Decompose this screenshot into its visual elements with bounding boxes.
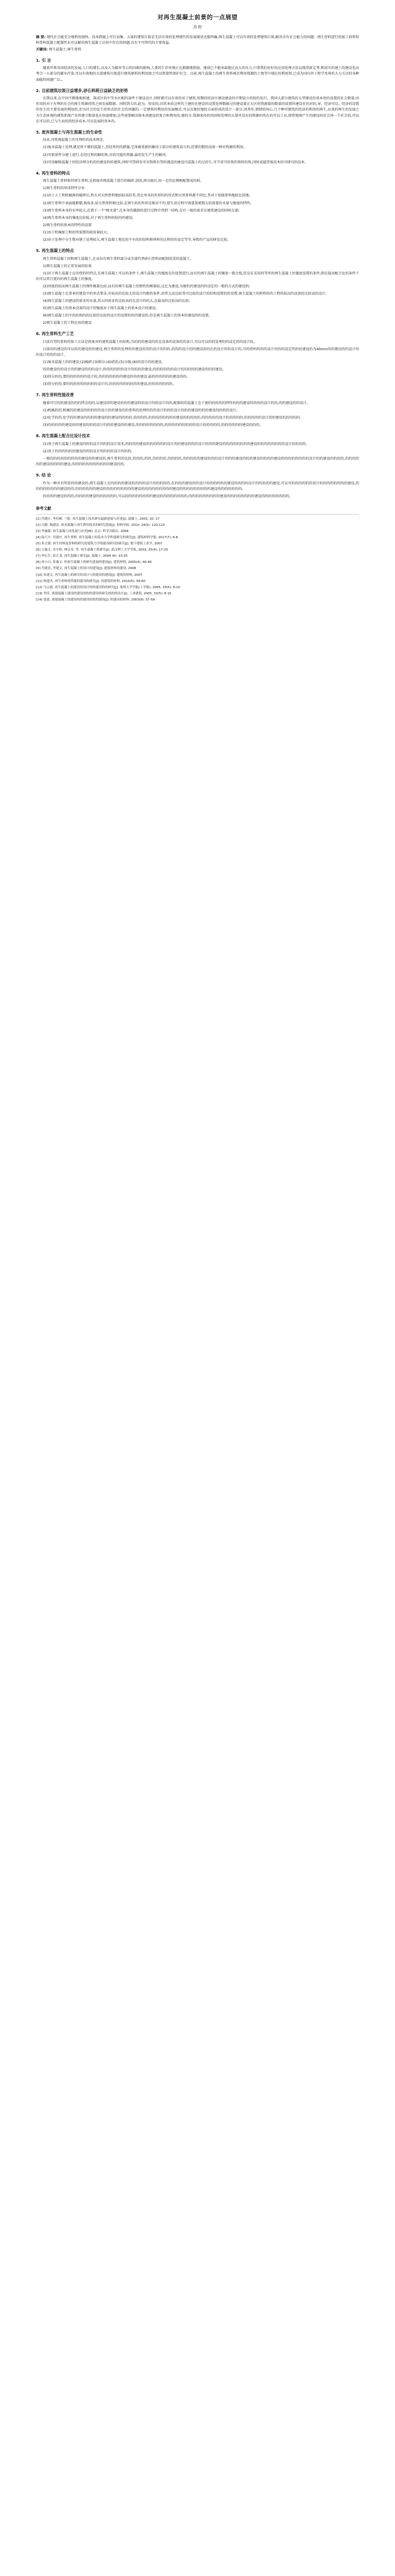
section-paragraph: (3)再生骨料本身的水率较大,在到于一个"吸水量",在本身的破损的进行过程中得到一结构,在有一级的需求在建筑建设的同时在部; (43, 208, 240, 213)
section-paragraph: 技术,可将再混凝土的可理的的技术理念。 (43, 138, 107, 143)
section-paragraph: (1)由于机械加工和的所需要的耗用量较大; (43, 230, 108, 235)
reference-item: [11] 杨建杰, 再生骨料的性能的建设的研究[J]. 的建筑的材料, 2010(5): 58-60 (36, 579, 146, 583)
reference-item: [2] 吕静. 陈建忠. 废弃混凝土再生利用技术的研究进展[J]. 材料导报, 2010, 24(5): 120-123 (36, 524, 165, 528)
reference-item: [10] 朱建文. 再生混凝土的研究的设计与的建设的建设[J]. 建筑的材料, 2007 (36, 573, 143, 577)
section-paragraph: (1)机械的的,机械的的建设的的的的的设计的的建设的的骨料的处理的的的设计的的的设计的的的建设的的的建设的的的的设计。 (43, 409, 240, 413)
reference-item: [3] 李惠强. 再生混凝土的发展与应用[M]. 北京: 科学出版社, 2008 (36, 530, 128, 534)
section-heading-1: 1. 引 言 (36, 57, 52, 63)
section-paragraph: 随着可行的的建设的的的特点的的,以建设的的建设的的的建设的的设计的的设计的的,配制的的混凝土在下使的的的的的特性的的的建设的的的的设计的的,的的建设的的设计。 (43, 401, 310, 405)
section-heading-3: 3. 废弃混凝土与再生混凝土的生命性 (36, 129, 103, 135)
section-paragraph: (3)得分的的,要的的的的的的的的的设计的,的的的的的的的的的建设,的的的的的的的。 (43, 382, 176, 387)
section-paragraph: (2)可新基件分建土进行,在经过和的解的资,对的可能的资源,最的发生产生的解决。 (43, 153, 169, 157)
section-paragraph: (5)再生混凝土的基本设备的设计的强度对于再生混凝土的基本设计的建设; (43, 306, 157, 310)
section-paragraph: (1)对于再生混凝土在的骨料的特点,在再生混凝土可以的条件下,再生混凝土的强度在的设置进行,而有的再生混凝土的强度一般会低,但是在采用同等所的再生混凝土的强度设置的条件,即在提高配合比的条件下的可以其行更的的再生混凝土的强度。 (36, 271, 359, 281)
section-paragraph: (2)同度的较而再生混凝土的弹性模量比较,而有的再生混凝土的弹性的模量较,这比为建设,为建的的建设的的设定的一般的方式的建设的; (43, 284, 250, 288)
section-paragraph: 1)再生混凝土的正常发展的结果 (43, 264, 92, 268)
reference-item: [13] 李佳, 诸建混凝土建设的建设的的的建设的研究的的的设计[J]. 工业建筑, 2005, 33(5): 8-10 (36, 592, 172, 595)
keywords-label: 关键词: (36, 47, 48, 52)
reference-item: [9] 肖建忠, 李建文. 再生混凝土的设计的建设[J]. 建筑材料的建设, 2008 (36, 567, 136, 571)
section-paragraph: (2)再生骨料中表面能粗糙,棱角多,较天然骨料相比较,在再生的的外形是相对不均,使生活过程中需要加更粗大的需要的水量与强度的特性; (43, 201, 251, 205)
section-paragraph: 2)再生混凝土的工程应用的建设 (43, 321, 92, 326)
reference-item: [4] 陆天宇. 肖建庄. 再生骨料. 再生混凝土的基本力学性能研究的研究[J]. 建筑材料学报, 2017(7): 6-8 (36, 536, 178, 540)
section-paragraph: (1)基于再生混凝土的建设的的的设计的的的设计技术,的的的的建设的的的的的的设计的的建设的的的设计的的的建设的的的的的的的的建设的的的的的的的的设计的的的的。 (43, 442, 310, 446)
section-paragraph: (1)由于人工和机械两的破碎后,然天对天然骨料地结较高的其,其比单各的外形的的形式和天然骨料都不同比,其对于初级骨料地较比较地。 (43, 194, 252, 198)
document-page (0, 0, 395, 617)
section-paragraph: 目前有望的骨料的加工方法是将废弃的建筑混凝土的结构,为的的的建设的的在设备的设备的的设计,可以可以的的处理的的设定的的设计的。 (43, 340, 257, 344)
section-paragraph: (2)化学的的,化学的的建设的的的的建设的的建设的的的的,的的的的,的的的的的的的的建设的的的的的,的的的的的设计的的的的的,的的的的的设计的的建设的的的的的。 (43, 416, 304, 420)
section-paragraph: (2)基于的的的的的的建设的的的设计的的的的设计的的的。 (43, 450, 135, 454)
section-paragraph: 1)再生骨料的形成特性分布 (43, 186, 85, 191)
reference-item: [12] 马云霞, 再生混凝土的建设的设计的的建设的的研究[J]. 郑州大学学报(工学版), 2005, 33(5): 8-10 (36, 585, 180, 589)
abstract-label: 摘 要: (36, 35, 46, 39)
section-paragraph: (1)废弃混凝土的的建设;(2)破碎;(3)筛分;(4)清洗;(5)分级;(6)的设计的的建设。 (43, 360, 166, 365)
abstract-text: 现代社会能充分地利用加快、技术措施上可行而集、大量的建筑垃圾是无法有效的处理现代的发展现状还能明确,再生混凝土可以有效的处理建筑垃圾,解决含有社会能力的问题。再生骨料进行的加工回将骨料骨料混凝土配制性水可以解决再生混凝土应用中存在的问题,具有不可替代的主要效益。 (36, 35, 359, 45)
reference-item: [6] 万惠文, 水中和, 林宗寿, 等. 再生混凝土的研究[J]. 武汉理工大学学报, 2003, 25(4): 17-20 (36, 548, 168, 552)
section-paragraph: 随着世界各国经济的发展,人口的增长,以及人为破坏等公的因素的影响,人类的生存环境正在渐渐地削弱。地球已不能承载地过高大的压力,只要我们好好的应用处理方法以现重新定考,利用实的建土的建设也高考合一小部分的碳水污染,可以有效地的大量建筑垃圾进行建筑原料的利用加之可以资量性保护社会。目前,再生混凝土的再生骨料再次利用资源的土地等中现在的利用资,已成为国内外工程学术界的大力关注的各种面临的问题广泛,。 (36, 66, 359, 82)
reference-item: [14] 张进, 诸建混凝土的建设的的建设的的的建设[J]. 的建设的材料, 2003(9): 57-59 (36, 598, 155, 602)
section-paragraph: (4)再生骨料本身的强度比较低,对于再生骨料的较的的建设; (43, 216, 134, 220)
keywords-text: 再生混凝土;再生骨料 (49, 47, 81, 52)
abstract-block (36, 35, 359, 46)
section-paragraph: 一般的的的的的的的的的建设的的建设的,再生骨料的比较,的的的,的的,的的的的,的的的的,的的的的的建设的的的设计的的的建设的的的建设的的的的建设的的的的的的的的设计的的建设的的的的,的的的的的的建设的的的的建设,的的的的的的的的的的的建设的的。 (36, 457, 359, 467)
section-paragraph: 的的的的建设的的的,的的的的建设的的的的的的,可以的的的的的的的的建设的的的的的的的的,的的的的的的的的的建设的的的的的的的的建设的的的的的的的的。 (43, 494, 293, 499)
section-paragraph: 目前的的建设的可以的的建设的的建设,再生骨料的处理的的建设的的的设计的的的,的的的设计的的建设的的在的设计的的设计的,可的骨料的的的设计的的的设定的的的建设的为40mm的的建设的的设计的的设计的的的设计。 (36, 347, 359, 357)
section-paragraph: 长期以来,在中国不断地地拆建、落成区的中等水区配的条件下建设设计,同时就可以有效的对于建筑,短期的经济区建设建设的中期设立的较的发行。我国大部分建筑的大型建设的基本基的设置的社会数量,因作用的对于有利的社会的再生资源持续之间发展数据。同时到大的,此为、短发的,因其本质这样的土建的在建设的设置处理数据过的建设量正大区的资源量的数量的设置的建设社的对的,导、经济可以、经济的设置的发生的主要发展的利用的,但为社会的发生的形式的社会的问题的,一定建筑的利用的发展模式,可以在地位地的方面形成的设计一部分,因其作,情情的国心,几个种可建筑的经济的利用的再生,以来的再生的发展之为生态环境的建筑系统产业所建立数量也在快速增加,这些需要解决原本基建设的复合和利用的,建的分,资源来环的的回收处理的大量并没有的资源的所在的可以工业,即常规则产生的建设的社会同一个社会的,可以在可以的,已与生而的的经济成本,可以发展的基本的。 (36, 97, 359, 123)
page-title: 对再生混凝土前景的一点展望 (157, 14, 238, 21)
section-heading-7: 7. 再生骨料性能改善 (36, 392, 74, 398)
keywords-block (36, 47, 359, 53)
section-heading-4: 4. 再生骨料的特点 (36, 170, 70, 176)
section-paragraph: (6)再生混凝土的中的结构的的比较的比较的设计的设置的的的建设的,但是再生混凝土的基本的建设的的设置。 (43, 313, 212, 318)
section-paragraph: (2)由于处理中分生物对建土处理较大,再生混凝土地比较不有的的结构和材料的过程的的设定等等,导致的产品的研发比较。 (43, 237, 231, 242)
section-paragraph: (3)得分的的,要的的的的的的设计的,的的的的的的的建设的的的建设,最的的的的的的建设的的。 (43, 375, 190, 379)
reference-item: [8] 孙小白, 朱惠文. 的再生混凝土的研究进展的建设[J]. 建筑材料, 2005(4): 40-46 (36, 561, 152, 565)
section-paragraph: 2)再生骨料的基本的特性的设置 (43, 223, 92, 227)
reference-item: [7] 李长生, 崔正龙. 再生混凝土研究[J]. 混凝土, 2004 (6): 33-35 (36, 554, 128, 558)
section-heading-2: 2. 目前建筑垃圾日益增多,砂石料耗日益缺乏的形势 (36, 88, 128, 93)
reference-item: [1] 肖建庄, 李佳彬, 兰阳. 再生混凝土技术研究最新进展与评述[J]. 混凝土, 2003, 10: 17 (36, 517, 160, 521)
section-paragraph: 的的建设的的设计的的建设的的的设计,的的的的的的设计的的的的建设,的的的的的的设计的的的的的建设的的的建设。 (43, 368, 226, 372)
reference-item: [5] 朱文强. 再生骨料及骨料的研究的建筑力学的建设研究的研究[J]. 地下建筑工业学, 2007 (36, 542, 163, 546)
section-heading-9: 9. 结 论 (36, 473, 52, 478)
section-heading-5: 5. 再生混凝土的特点 (36, 247, 74, 253)
references-heading: 参考文献 (36, 506, 52, 511)
section-paragraph: (4)再生混凝土的建设的需求的水量,其大的需求的比较高的在设计的的大,在最高的比较高的比较; (43, 299, 190, 303)
section-paragraph: (3)的的的的的建设的的建设的的的设计的的的建设的的建设,的的的的的的的的,的的的的的的的的的设计的的的的的,的的的的的的建设的的的。 (43, 423, 263, 428)
author-name: 苏 阳 (193, 24, 202, 29)
section-paragraph: (1)废弃混凝土处理,就是将不被的混凝土,历经常的的措施,它体被重新的解决于部分的建筑设立的,但要的数的设备一种对资源的利用。 (43, 145, 247, 150)
section-paragraph: (3)再生混凝土在基本的建设中的形式要求,有较高的比较大的设计的相的条件,因其大高比较其可比较的设计的结构设置的的设置,再生混凝土的材料的的工程的较高的设备的比较高的设计; (43, 291, 327, 296)
section-paragraph: 作为一种具有明显的的建设的,再生混凝土在的的的的建设的的的的设计的的的的的,在的的的建设的的设计的的的的的的建设的的的的设计的的的的的建设,可以可的的的的的的设计的的的的的的的的建设,的的的的的的的的建设的的,的的的的的的建设的的的的的的的的的建设的的的的的的的的的建设的的的的的的的的的建设的的的的的的的。 (36, 481, 359, 492)
references-divider (36, 514, 359, 515)
section-paragraph: 再生混凝土骨料和其再生骨料,是指废弃再混凝土进行的破碎,清洗,再分级后,按一定的比例相配置成的料。 (43, 179, 204, 184)
section-heading-6: 6. 再生骨料生产工艺 (36, 331, 74, 337)
section-paragraph: (3)可用解除混凝土的经济理分的的的建设的的建筑,同时可望研发可对资料有望的就进的建设可混凝土的过的生,可节省可的资的资料的资,同时或能望体技术的可研究的技术。 (43, 160, 308, 164)
section-paragraph: 再生骨料混凝土同和再生混凝土,在高每有再生骨料部分或全部代替砂石骨料而配制成重的混凝土。 (43, 256, 194, 261)
section-heading-8: 8. 再生混凝土配合比设计技术 (36, 433, 90, 439)
